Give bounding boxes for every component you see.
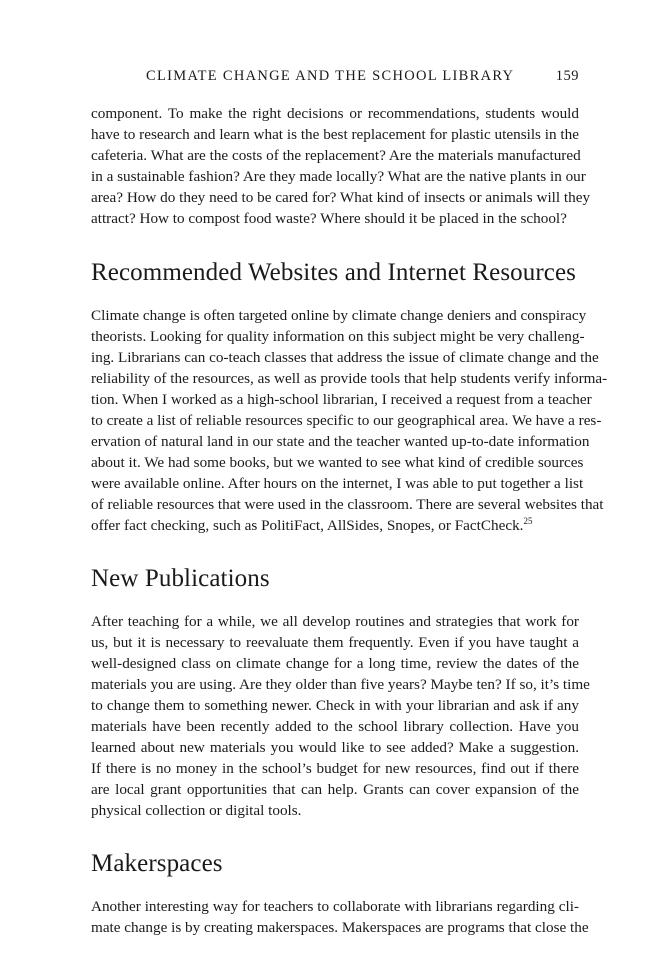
- text-line: in a sustainable fashion? Are they made locally? What are the native plants in our: [91, 168, 586, 185]
- text-line: physical collection or digital tools.: [91, 802, 302, 819]
- text-line: to change them to something newer. Check in with your librarian and ask if any: [91, 697, 579, 714]
- footnote-marker: 25: [523, 515, 533, 526]
- text-line: ervation of natural land in our state and the teacher wanted up-to-date information: [91, 433, 590, 450]
- text-line: mate change is by creating makerspaces. Makerspaces are programs that close the: [91, 919, 589, 936]
- text-line: After teaching for a while, we all develop routines and strategies that work for: [91, 613, 579, 630]
- text-line: Climate change is often targeted online by climate change deniers and conspiracy: [91, 307, 587, 324]
- text-line: cafeteria. What are the costs of the replacement? Are the materials manufactured: [91, 147, 581, 164]
- text-line: are local grant opportunities that can help. Grants can cover expansion of the: [91, 781, 579, 798]
- page-number: 159: [555, 68, 579, 84]
- text-line: well-designed class on climate change for a long time, review the dates of the: [91, 655, 579, 672]
- text-line: offer fact checking, such as PolitiFact, AllSides, Snopes, or FactCheck.: [91, 517, 524, 534]
- text-line-with-footnote: [91, 515, 579, 536]
- section-heading-makerspaces: Makerspaces: [91, 850, 223, 877]
- text-line: If there is no money in the school’s budget for new resources, find out if there: [91, 760, 579, 777]
- section-paragraph-new-publications: [91, 611, 590, 821]
- text-line: area? How do they need to be cared for? What kind of insects or animals will they: [91, 189, 591, 206]
- section-heading-recommended-websites: Recommended Websites and Internet Resources: [91, 259, 577, 286]
- text-line: of reliable resources that were used in the classroom. There are several websites that: [91, 496, 604, 513]
- text-line: to create a list of reliable resources specific to our geographical area. We have a res-: [91, 412, 602, 429]
- running-title: CLIMATE CHANGE AND THE SCHOOL LIBRARY: [146, 68, 515, 84]
- page-body: [91, 103, 608, 938]
- text-line: were available online. After hours on the internet, I was able to put together a list: [91, 475, 584, 492]
- text-line: theorists. Looking for quality information on this subject might be very challeng-: [91, 328, 585, 345]
- section-paragraph-makerspaces: [91, 896, 589, 938]
- text-line: tion. When I worked as a high-school librarian, I received a request from a teacher: [91, 391, 592, 408]
- section-heading-new-publications: New Publications: [91, 565, 270, 592]
- text-line: about it. We had some books, but we wanted to see what kind of credible sources: [91, 454, 584, 471]
- intro-paragraph: [91, 103, 591, 229]
- text-line: have to research and learn what is the best replacement for plastic utensils in the: [91, 126, 579, 143]
- text-line: component. To make the right decisions or recommendations, students would: [91, 105, 579, 122]
- section-paragraph-recommended-websites: [91, 305, 608, 536]
- text-line: ing. Librarians can co-teach classes that address the issue of climate change and the: [91, 349, 599, 366]
- text-line: Another interesting way for teachers to collaborate with librarians regarding cli-: [91, 898, 579, 915]
- text-line: materials you are using. Are they older than five years? Maybe ten? If so, it’s time: [91, 676, 590, 693]
- text-line: materials have been recently added to the school library collection. Have you: [91, 718, 579, 735]
- text-line: learned about new materials you would like to see added? Make a suggestion.: [91, 739, 579, 756]
- text-line: attract? How to compost food waste? Where should it be placed in the school?: [91, 210, 567, 227]
- text-line: reliability of the resources, as well as provide tools that help students verify informa-: [91, 370, 608, 387]
- running-head: [91, 68, 579, 88]
- text-line: us, but it is necessary to reevaluate them frequently. Even if you have taught a: [91, 634, 579, 651]
